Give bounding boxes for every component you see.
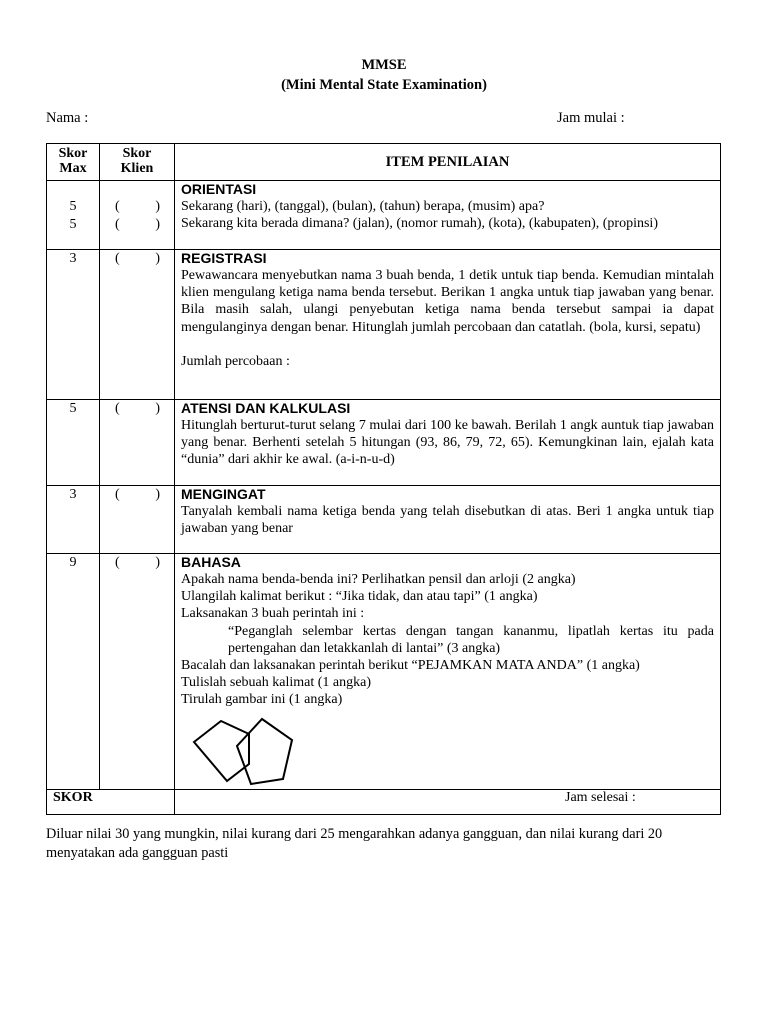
- skor-klien-field[interactable]: ( ) ( ): [100, 181, 175, 250]
- skor-max-cell: 3: [47, 250, 100, 400]
- table-row-orientasi: [47, 181, 721, 250]
- pentagon-right: [237, 719, 292, 784]
- nama-label: Nama :: [46, 110, 89, 126]
- table-header-row: [47, 144, 721, 181]
- skor-row: [47, 790, 721, 815]
- skor-klien-field[interactable]: ( ): [100, 486, 175, 554]
- item-orientasi: ORIENTASI Sekarang (hari), (tanggal), (bulan), (tahun) berapa, (musim) apa? Sekarang kita berada dimana? (jalan), (nomor rumah), (kota), (kabupaten), (propinsi): [175, 181, 721, 250]
- table-row-atensi: [47, 400, 721, 486]
- skor-label: SKOR: [47, 790, 175, 815]
- jam-selesai-label: Jam selesai :: [565, 790, 636, 805]
- jam-mulai-label: Jam mulai :: [557, 110, 625, 126]
- pentagon-left: [194, 721, 249, 781]
- header-skor-klien: Skor Klien: [100, 144, 175, 181]
- document-title: MMSE: [361, 57, 407, 73]
- section-heading: MENGINGAT: [181, 486, 266, 502]
- item-registrasi: REGISTRASI Pewawancara menyebutkan nama 3 buah benda, 1 detik untuk tiap benda. Kemudian mintalah klien mengulang ketiga nama benda tersebut. Berikan 1 angka untuk tiap jawaban yang benar. Bila masih salah, ulangi penyebutan ketiga nama benda tersebut sampai ia dapat mengulanginya dengan benar. Hitunglah jumlah percobaan dan catatlah. (bola, kursi, sepatu) Jumlah percobaan :: [175, 250, 721, 400]
- header-skor-max: Skor Max: [47, 144, 100, 181]
- assessment-table: [46, 143, 721, 815]
- skor-max-cell: 3: [47, 486, 100, 554]
- skor-klien-field[interactable]: ( ): [100, 554, 175, 790]
- table-row-registrasi: [47, 250, 721, 400]
- skor-total-cell[interactable]: [175, 790, 721, 815]
- table-row-bahasa: [47, 554, 721, 790]
- section-heading: ATENSI DAN KALKULASI: [181, 400, 351, 416]
- document-subtitle: (Mini Mental State Examination): [281, 77, 487, 93]
- skor-klien-field[interactable]: ( ): [100, 400, 175, 486]
- intersecting-pentagons-figure: [189, 715, 329, 787]
- section-heading: BAHASA: [181, 554, 241, 570]
- footer-note: Diluar nilai 30 yang mungkin, nilai kurang dari 25 mengarahkan adanya gangguan, dan nilai kurang dari 20 menyatakan ada gangguan pasti: [46, 826, 663, 861]
- section-heading: REGISTRASI: [181, 250, 267, 266]
- skor-max-cell: 9: [47, 554, 100, 790]
- skor-klien-field[interactable]: ( ): [100, 250, 175, 400]
- header-item-penilaian: ITEM PENILAIAN: [175, 144, 721, 181]
- item-bahasa: BAHASA Apakah nama benda-benda ini? Perlihatkan pensil dan arloji (2 angka) Ulangilah kalimat berikut : “Jika tidak, dan atau tapi” (1 angka) Laksanakan 3 buah perintah ini : “Peganglah selembar kertas dengan tangan kananmu, lipatlah kertas itu pada pertengahan dan letakkanlah di lantai” (3 angka) Bacalah dan laksanakan perintah berikut “PEJAMKAN MATA ANDA” (1 angka) Tulislah sebuah kalimat (1 angka) Tirulah gambar ini (1 angka): [175, 554, 721, 790]
- item-mengingat: MENGINGAT Tanyalah kembali nama ketiga benda yang telah disebutkan di atas. Beri 1 angka untuk tiap jawaban yang benar: [175, 486, 721, 554]
- skor-max-cell: 5: [47, 400, 100, 486]
- skor-max-cell: 5 5: [47, 181, 100, 250]
- table-row-mengingat: [47, 486, 721, 554]
- section-heading: ORIENTASI: [181, 181, 257, 197]
- item-atensi: ATENSI DAN KALKULASI Hitunglah berturut-turut selang 7 mulai dari 100 ke bawah. Berilah 1 angk auntuk tiap jawaban yang benar. Berhenti setelah 5 hitungan (93, 86, 79, 72, 65). Kemungkinan lain, ejalah kata “dunia” dari akhir ke awal. (a-i-n-u-d): [175, 400, 721, 486]
